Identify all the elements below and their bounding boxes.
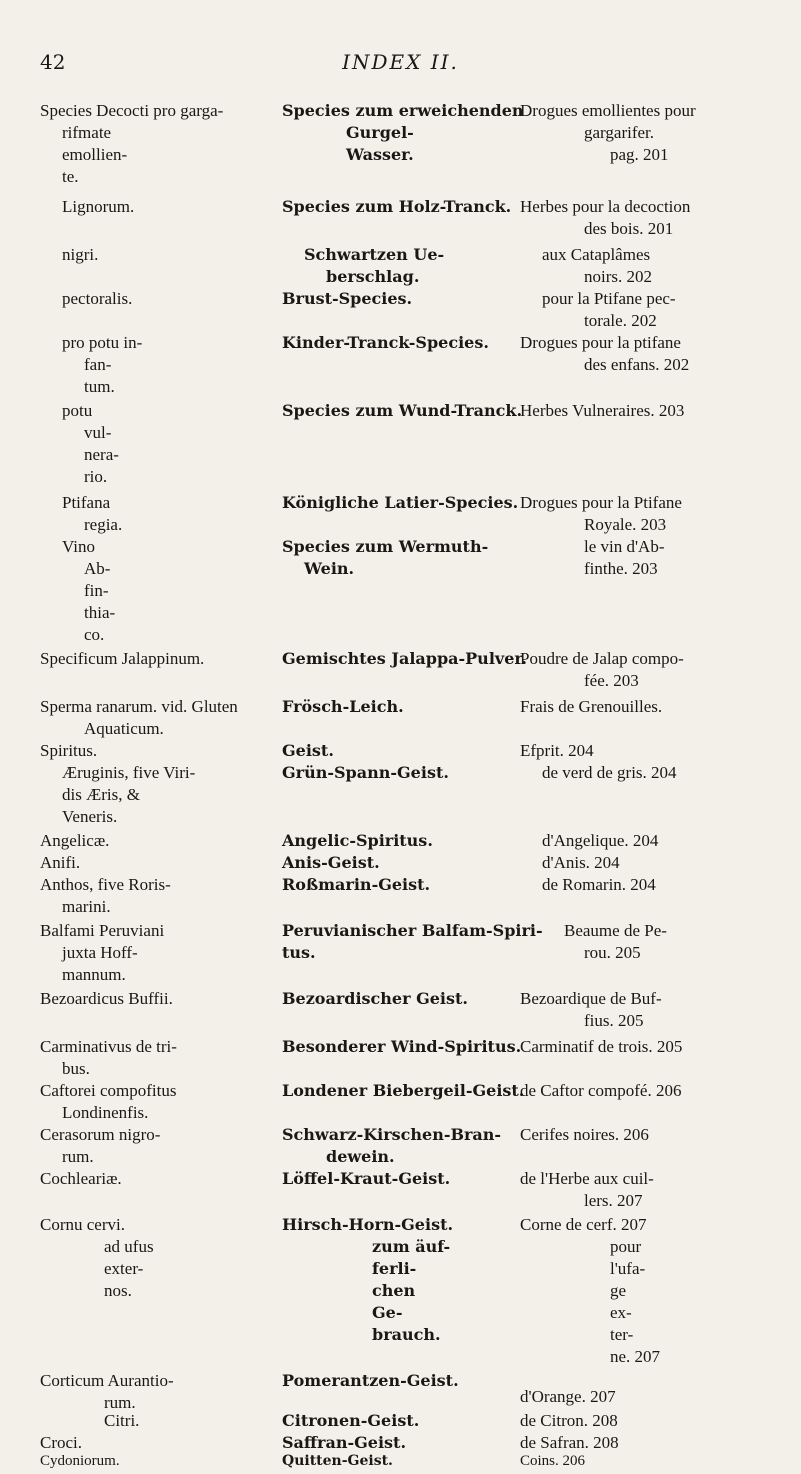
index-text: Wein.: [304, 559, 355, 578]
index-text: Grün-Spann-Geist.: [282, 763, 449, 782]
index-text: Carminativus de tri-: [40, 1037, 177, 1056]
index-text: Beaume de Pe-: [564, 921, 667, 940]
index-text: tum.: [84, 377, 115, 396]
index-text: Drogues pour la Ptifane: [520, 493, 682, 512]
index-text: emollien-: [62, 145, 128, 164]
running-header: [0, 50, 801, 80]
index-text: Species zum Wund-Tranck.: [282, 401, 523, 420]
index-text: Veneris.: [62, 807, 118, 826]
index-text: pour la Ptifane pec-: [542, 289, 676, 308]
index-text: ter-: [610, 1325, 634, 1344]
index-text: nos.: [104, 1281, 132, 1300]
index-text: le vin d'Ab-: [584, 537, 665, 556]
index-text: Vino: [62, 537, 95, 556]
index-text: Species zum erweichenden: [282, 101, 524, 120]
index-text: finthe. 203: [584, 559, 658, 578]
index-text: d'Anis. 204: [542, 853, 620, 872]
index-text: Carminatif de trois. 205: [520, 1037, 683, 1056]
index-text: de Safran. 208: [520, 1433, 619, 1452]
index-text: Bezoardischer Geist.: [282, 989, 468, 1008]
index-text: Coins. 206: [520, 1453, 586, 1469]
index-text: te.: [62, 167, 79, 186]
index-text: aux Cataplâmes: [542, 245, 651, 264]
index-text: Anis-Geist.: [282, 853, 380, 872]
index-text: Angelic-Spiritus.: [282, 831, 433, 850]
index-text: Lignorum.: [62, 197, 135, 216]
index-text: de verd de gris. 204: [542, 763, 677, 782]
index-text: Angelicæ.: [40, 831, 110, 850]
index-text: ge: [610, 1281, 627, 1300]
index-text: Caftorei compofitus: [40, 1081, 177, 1100]
index-text: marini.: [62, 897, 111, 916]
index-text: Königliche Latier-Species.: [282, 493, 519, 512]
index-text: fan-: [84, 355, 112, 374]
index-text: de l'Herbe aux cuil-: [520, 1169, 654, 1188]
index-text: des enfans. 202: [584, 355, 690, 374]
index-text: d'Angelique. 204: [542, 831, 659, 850]
index-text: Balfami Peruviani: [40, 921, 165, 940]
index-text: Wasser.: [346, 145, 414, 164]
index-text: Geist.: [282, 741, 334, 760]
index-text: fius. 205: [584, 1011, 644, 1030]
index-text: Cornu cervi.: [40, 1215, 125, 1234]
index-text: Herbes Vulneraires. 203: [520, 401, 685, 420]
index-text: Bezoardique de Buf-: [520, 989, 662, 1008]
index-text: Ptifana: [62, 493, 111, 512]
index-text: Frösch-Leich.: [282, 697, 404, 716]
index-text: Hirsch-Horn-Geist.: [282, 1215, 454, 1234]
index-text: Bezoardicus Buffii.: [40, 989, 173, 1008]
index-text: l'ufa-: [610, 1259, 646, 1278]
index-text: Cerasorum nigro-: [40, 1125, 161, 1144]
running-title: INDEX II.: [342, 50, 459, 74]
index-text: dewein.: [326, 1147, 395, 1166]
index-text: regia.: [84, 515, 123, 534]
index-text: rum.: [62, 1147, 94, 1166]
index-text: bus.: [62, 1059, 90, 1078]
index-text: Drogues pour la ptifane: [520, 333, 681, 352]
index-text: zum äuf-: [372, 1237, 451, 1256]
index-text: Corne de cerf. 207: [520, 1215, 647, 1234]
index-text: fée. 203: [584, 671, 639, 690]
index-text: nigri.: [62, 245, 99, 264]
index-text: Citronen-Geist.: [282, 1411, 420, 1430]
index-text: Citri.: [104, 1411, 140, 1430]
index-text: Löffel-Kraut-Geist.: [282, 1169, 451, 1188]
index-text: Drogues emollientes pour: [520, 101, 696, 120]
index-text: dis Æris, &: [62, 785, 140, 804]
index-text: Frais de Grenouilles.: [520, 697, 663, 716]
index-text: Cerifes noires. 206: [520, 1125, 649, 1144]
index-text: Specificum Jalappinum.: [40, 649, 205, 668]
index-text: Roßmarin-Geist.: [282, 875, 431, 894]
index-text: exter-: [104, 1259, 144, 1278]
index-text: Species Decocti pro garga-: [40, 101, 224, 120]
index-text: nera-: [84, 445, 119, 464]
index-text: noirs. 202: [584, 267, 652, 286]
index-text: ex-: [610, 1303, 632, 1322]
index-text: Sperma ranarum. vid. Gluten: [40, 697, 238, 716]
index-text: Gemischtes Jalappa-Pulver.: [282, 649, 527, 668]
index-text: Kinder-Tranck-Species.: [282, 333, 489, 352]
index-text: pag. 201: [610, 145, 669, 164]
index-text: Londener Biebergeil-Geist.: [282, 1081, 525, 1100]
index-text: Species zum Holz-Tranck.: [282, 197, 512, 216]
index-text: Cydoniorum.: [40, 1453, 120, 1469]
index-text: tus.: [282, 943, 316, 962]
index-text: des bois. 201: [584, 219, 674, 238]
index-text: gargarifer.: [584, 123, 655, 142]
index-text: ad ufus: [104, 1237, 154, 1256]
index-text: Schwarz-Kirschen-Bran-: [282, 1125, 502, 1144]
index-text: Anifi.: [40, 853, 81, 872]
index-text: Anthos, five Roris-: [40, 875, 171, 894]
index-text: lers. 207: [584, 1191, 643, 1210]
index-text: Saffran-Geist.: [282, 1433, 407, 1452]
index-text: Gurgel-: [346, 123, 414, 142]
index-text: Species zum Wermuth-: [282, 537, 489, 556]
index-text: Corticum Aurantio-: [40, 1371, 174, 1390]
index-text: Poudre de Jalap compo-: [520, 649, 684, 668]
index-text: pro potu in-: [62, 333, 143, 352]
index-text: Cochleariæ.: [40, 1169, 122, 1188]
index-text: co.: [84, 625, 105, 644]
index-text: de Citron. 208: [520, 1411, 618, 1430]
index-text: Ge-: [372, 1303, 403, 1322]
index-text: fin-: [84, 581, 109, 600]
index-text: rou. 205: [584, 943, 641, 962]
index-text: pour: [610, 1237, 642, 1256]
index-text: vul-: [84, 423, 112, 442]
index-text: brauch.: [372, 1325, 441, 1344]
index-text: Spiritus.: [40, 741, 98, 760]
index-text: Herbes pour la decoction: [520, 197, 691, 216]
index-text: rum.: [104, 1393, 136, 1412]
index-text: chen: [372, 1281, 416, 1300]
page-number: 42: [40, 50, 66, 74]
index-text: ferli-: [372, 1259, 417, 1278]
index-text: Ab-: [84, 559, 111, 578]
index-text: Brust-Species.: [282, 289, 413, 308]
index-text: Pomerantzen-Geist.: [282, 1371, 459, 1390]
index-text: rifmate: [62, 123, 112, 142]
index-text: rio.: [84, 467, 108, 486]
index-text: Quitten-Geist.: [282, 1453, 393, 1469]
index-text: Besonderer Wind-Spiritus.: [282, 1037, 522, 1056]
index-text: Croci.: [40, 1433, 83, 1452]
index-text: Efprit. 204: [520, 741, 594, 760]
index-text: berschlag.: [326, 267, 420, 286]
index-text: de Caftor compofé. 206: [520, 1081, 682, 1100]
index-text: d'Orange. 207: [520, 1387, 616, 1406]
index-text: ne. 207: [610, 1347, 661, 1366]
index-text: de Romarin. 204: [542, 875, 656, 894]
index-text: Peruvianischer Balfam-Spiri-: [282, 921, 543, 940]
index-text: Schwartzen Ue-: [304, 245, 445, 264]
index-text: juxta Hoff-: [62, 943, 138, 962]
index-text: potu: [62, 401, 93, 420]
index-text: mannum.: [62, 965, 126, 984]
index-text: thia-: [84, 603, 116, 622]
index-text: Londinenfis.: [62, 1103, 149, 1122]
index-text: Aquaticum.: [84, 719, 164, 738]
index-text: Royale. 203: [584, 515, 667, 534]
index-text: Æruginis, five Viri-: [62, 763, 196, 782]
index-text: torale. 202: [584, 311, 657, 330]
index-text: pectoralis.: [62, 289, 133, 308]
